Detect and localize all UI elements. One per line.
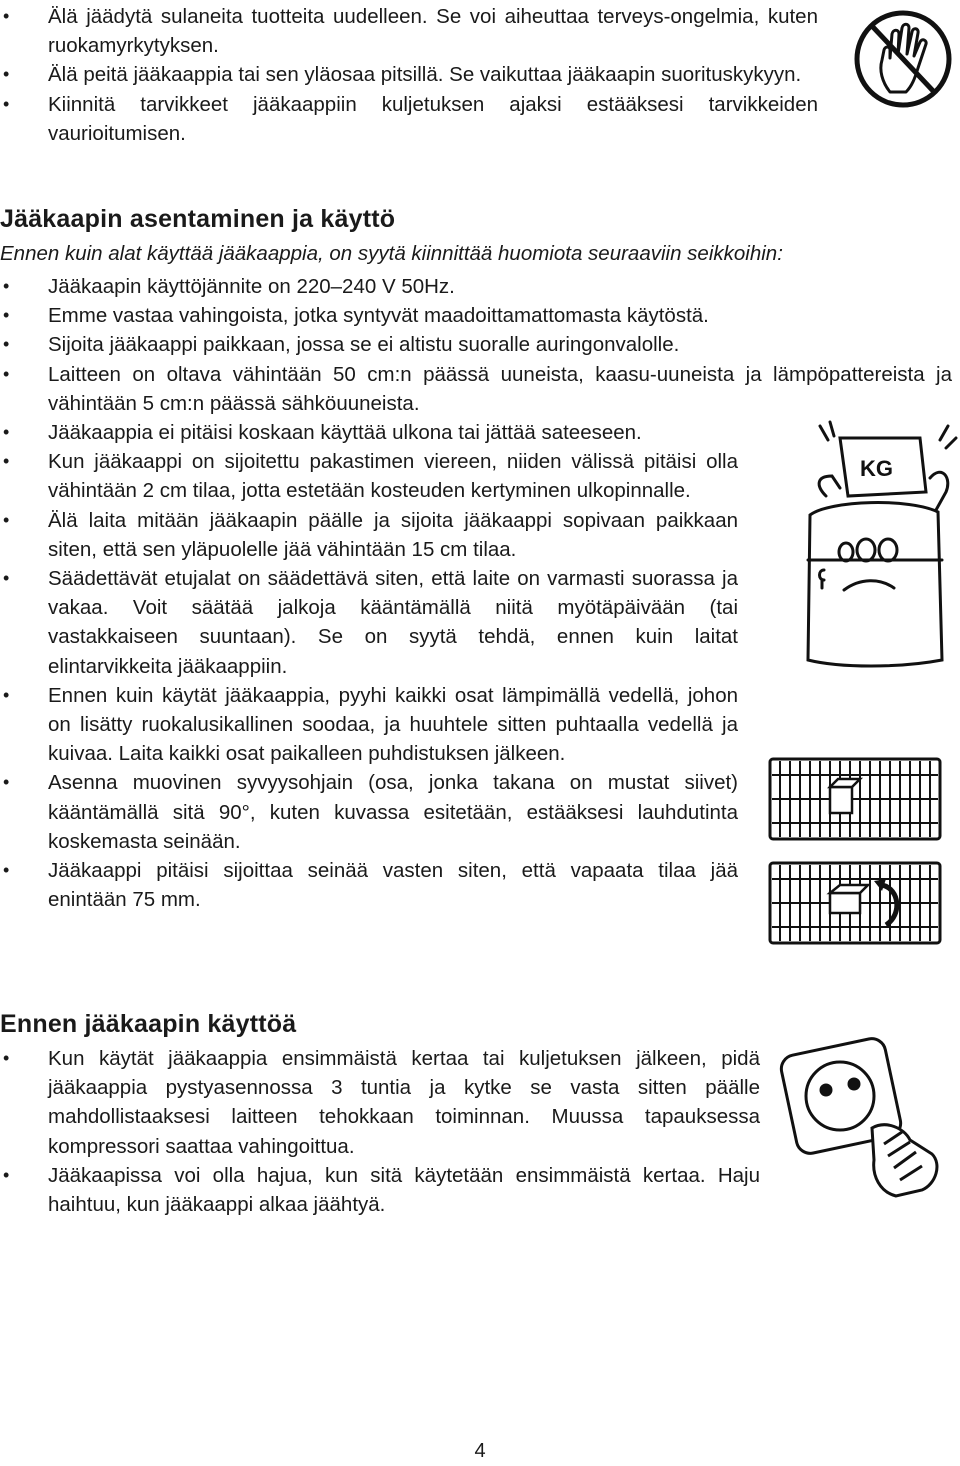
no-touch-icon	[852, 8, 954, 110]
list-item: • Kun käytät jääkaappia ensimmäistä kertaa tai kuljetuksen jälkeen, pidä jääkaappia pystyasennossa 3 tuntia ja kytke se vasta sitten päälle mahdollistaaksesi laitteen tehokkaan toiminnan. Muussa tapauksessa kompressori saattaa vahingoittua.	[0, 1044, 760, 1161]
list-item: • Jääkaappi pitäisi sijoittaa seinää vasten siten, että vapaata tilaa jää enintään 75 mm.	[0, 856, 738, 914]
section-installation	[0, 203, 942, 268]
section-before-use	[0, 1008, 760, 1219]
list-item: • Kun jääkaappi on sijoitettu pakastimen viereen, niiden välissä pitäisi olla vähintään 2 cm tilaa, jotta estetään kosteuden kertyminen ulkopinnalle.	[0, 447, 738, 505]
list-item: • Emme vastaa vahingoista, jotka syntyvät maadoittamattomasta käytöstä.	[0, 301, 952, 330]
list-item: • Sijoita jääkaappi paikkaan, jossa se ei altistu suoralle auringonvalolle.	[0, 330, 952, 359]
condenser-spacer-illustration	[768, 755, 950, 953]
top-bullet-list	[0, 2, 818, 148]
section-heading: Ennen jääkaapin käyttöä	[0, 1010, 297, 1038]
installation-bullets-lower	[0, 418, 738, 914]
list-item: • Laitteen on oltava vähintään 50 cm:n päässä uuneista, kaasu-uuneista ja lämpöpattereista ja vähintään 5 cm:n päässä sähköuuneista.	[0, 360, 952, 418]
list-item: • Älä jäädytä sulaneita tuotteita uudelleen. Se voi aiheuttaa terveys-ongelmia, kuten ruokamyrkytyksen.	[0, 2, 818, 60]
bullet-list	[0, 1044, 760, 1219]
power-socket-illustration	[776, 1024, 956, 1204]
list-item: • Jääkaapin käyttöjännite on 220–240 V 50Hz.	[0, 272, 952, 301]
list-item: • Kiinnitä tarvikkeet jääkaappiin kuljetuksen ajaksi estääksesi tarvikkeiden vaurioitumisen.	[0, 90, 818, 148]
page-number: 4	[474, 1440, 486, 1462]
weight-label: KG	[860, 456, 893, 481]
list-item: • Säädettävät etujalat on säädettävä siten, että laite on varmasti suorassa ja vakaa. Voit säätää jalkoja kääntämällä niitä myötäpäivään (tai vastakkaiseen suuntaan). Se on syytä tehdä, ennen kuin laitat elintarvikkeita jääkaappiin.	[0, 564, 738, 681]
bullet-list	[0, 272, 952, 418]
list-item: • Asenna muovinen syvyysohjain (osa, jonka takana on mustat siivet) kääntämällä sitä 90°, kuten kuvassa esitetään, estääksesi lauhdutinta koskemasta seinään.	[0, 768, 738, 856]
installation-bullets-upper	[0, 272, 952, 418]
top-bullets-block	[0, 2, 818, 148]
section-intro: Ennen kuin alat käyttää jääkaappia, on syytä kiinnittää huomiota seuraaviin seikkoihin:	[0, 242, 783, 265]
list-item: • Jääkaappia ei pitäisi koskaan käyttää ulkona tai jättää sateeseen.	[0, 418, 738, 447]
overloaded-fridge-illustration	[770, 420, 960, 670]
bullet-list	[0, 418, 738, 914]
list-item: • Älä laita mitään jääkaapin päälle ja sijoita jääkaappi sopivaan paikkaan siten, että sen yläpuolelle jää vähintään 15 cm tilaa.	[0, 506, 738, 564]
list-item: • Jääkaapissa voi olla hajua, kun sitä käytetään ensimmäistä kertaa. Haju haihtuu, kun jääkaappi alkaa jäähtyä.	[0, 1161, 760, 1219]
section-heading: Jääkaapin asentaminen ja käyttö	[0, 205, 396, 233]
list-item: • Ennen kuin käytät jääkaappia, pyyhi kaikki osat lämpimällä vedellä, johon on lisätty ruokalusikallinen soodaa, ja huuhtele sitten puhtaalla vedellä ja kuivaa. Laita kaikki osat paikalleen puhdistuksen jälkeen.	[0, 681, 738, 769]
list-item: • Älä peitä jääkaappia tai sen yläosaa pitsillä. Se vaikuttaa jääkaapin suorituskykyyn.	[0, 60, 818, 89]
